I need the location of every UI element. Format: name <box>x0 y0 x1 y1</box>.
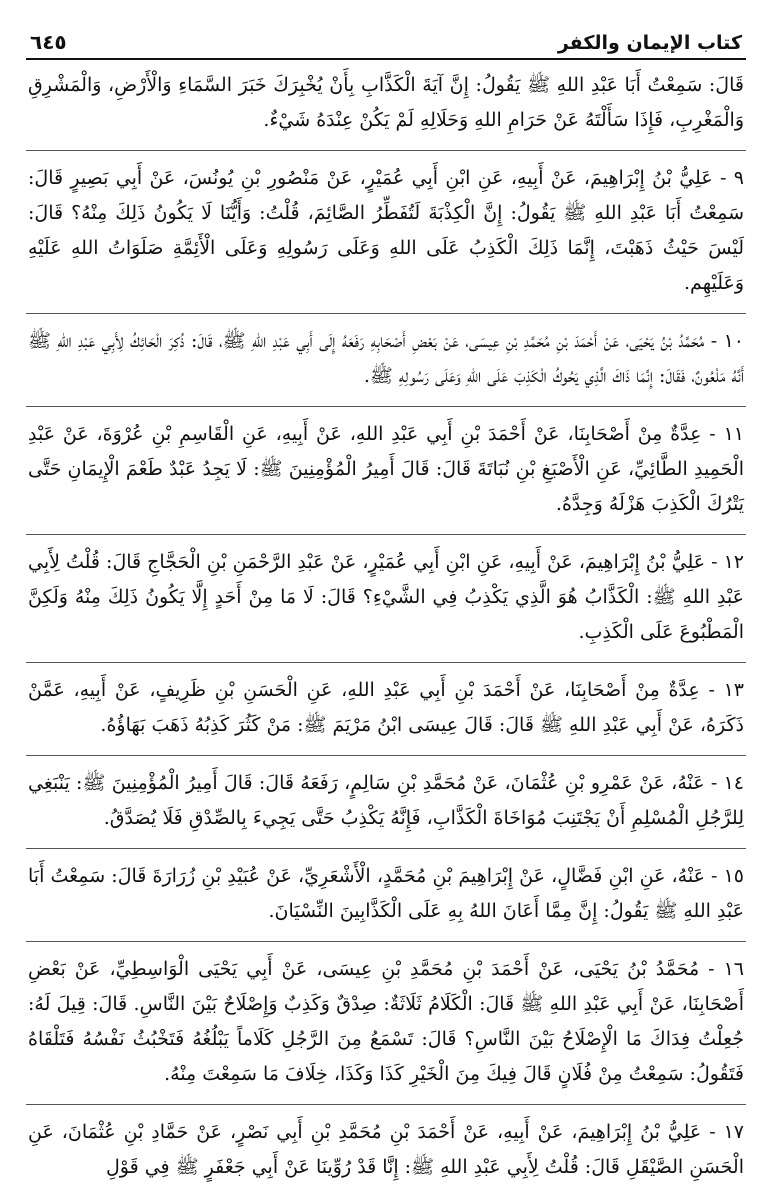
paragraph-continuation: قَالَ: سَمِعْتُ أَبَا عَبْدِ اللهِ ﷺ يَقُولُ: إِنَّ آيَةَ الْكَذَّابِ بِأَنْ يُخْبِرَكَ خَبَرَ السَّمَاءِ وَالْأَرْضِ، وَالْمَشْرِقِ وَالْمَغْرِبِ، فَإِذَا سَأَلْتَهُ عَنْ حَرَامِ اللهِ وَحَلَالِهِ لَمْ يَكُنْ عِنْدَهُ شَيْءٌ. <box>26 68 746 151</box>
hadith-15: ١٥ - عَنْهُ، عَنِ ابْنِ فَضَّالٍ، عَنْ إِبْرَاهِيمَ بْنِ مُحَمَّدٍ، الْأَشْعَرِيِّ، عَنْ عُبَيْدِ بْنِ زُرَارَةَ قَالَ: سَمِعْتُ أَبَا عَبْدِ اللهِ ﷺ يَقُولُ: إِنَّ مِمَّا أَعَانَ اللهُ بِهِ عَلَى الْكَذَّابِينَ النِّسْيَانَ. <box>26 859 746 942</box>
hadith-16: ١٦ - مُحَمَّدُ بْنُ يَحْيَى، عَنْ أَحْمَدَ بْنِ مُحَمَّدِ بْنِ عِيسَى، عَنْ أَبِي يَحْيَى الْوَاسِطِيِّ، عَنْ بَعْضِ أَصْحَابِنَا، عَنْ أَبِي عَبْدِ اللهِ ﷺ قَالَ: الْكَلَامُ ثَلَاثَةٌ: صِدْقٌ وَكَذِبٌ وَإِصْلَاحٌ بَيْنَ النَّاسِ. قَالَ: قِيلَ لَهُ: جُعِلْتُ فِدَاكَ مَا الْإِصْلَاحُ بَيْنَ النَّاسِ؟ قَالَ: تَسْمَعُ مِنَ الرَّجُلِ كَلَاماً يَبْلُغُهُ فَتَخْبُثُ نَفْسُهُ فَتَلْقَاهُ فَتَقُولُ: سَمِعْتُ مِنْ فُلَانٍ قَالَ فِيكَ مِنَ الْخَيْرِ كَذَا وَكَذَا، خِلَافَ مَا سَمِعْتَ مِنْهُ. <box>26 952 746 1105</box>
hadith-text <box>26 60 746 1197</box>
hadith-13: ١٣ - عِدَّةٌ مِنْ أَصْحَابِنَا، عَنْ أَحْمَدَ بْنِ أَبِي عَبْدِ اللهِ، عَنِ الْحَسَنِ بْنِ ظَرِيفٍ، عَنْ أَبِيهِ، عَمَّنْ ذَكَرَهُ، عَنْ أَبِي عَبْدِ اللهِ ﷺ قَالَ: قَالَ عِيسَى ابْنُ مَرْيَمَ ﷺ: مَنْ كَثُرَ كَذِبُهُ ذَهَبَ بَهَاؤُهُ. <box>26 673 746 756</box>
page-header <box>26 18 746 60</box>
hadith-12: ١٢ - عَلِيُّ بْنُ إِبْرَاهِيمَ، عَنْ أَبِيهِ، عَنِ ابْنِ أَبِي عُمَيْرٍ، عَنْ عَبْدِ الرَّحْمَنِ بْنِ الْحَجَّاجِ قَالَ: قُلْتُ لِأَبِي عَبْدِ اللهِ ﷺ: الْكَذَّابُ هُوَ الَّذِي يَكْذِبُ فِي الشَّيْءِ؟ قَالَ: لَا مَا مِنْ أَحَدٍ إِلَّا يَكُونُ ذَلِكَ مِنْهُ وَلَكِنَّ الْمَطْبُوعَ عَلَى الْكَذِبِ. <box>26 545 746 663</box>
book-title: كتاب الإيمان والكفر <box>557 32 742 54</box>
page-number: ٦٤٥ <box>30 30 67 54</box>
hadith-14: ١٤ - عَنْهُ، عَنْ عَمْرِو بْنِ عُثْمَانَ، عَنْ مُحَمَّدِ بْنِ سَالِمٍ، رَفَعَهُ قَالَ: قَالَ أَمِيرُ الْمُؤْمِنِينَ ﷺ: يَنْبَغِي لِلرَّجُلِ الْمُسْلِمِ أَنْ يَجْتَنِبَ مُوَاخَاةَ الْكَذَّابِ، فَإِنَّهُ يَكْذِبُ حَتَّى يَجِيءَ بِالصِّدْقِ فَلَا يُصَدَّقُ. <box>26 766 746 849</box>
hadith-17: ١٧ - عَلِيُّ بْنُ إِبْرَاهِيمَ، عَنْ أَبِيهِ، عَنْ أَحْمَدَ بْنِ مُحَمَّدِ بْنِ أَبِي نَصْرٍ، عَنْ حَمَّادِ بْنِ عُثْمَانَ، عَنِ الْحَسَنِ الصَّيْقَلِ قَالَ: قُلْتُ لِأَبِي عَبْدِ اللهِ ﷺ: إِنَّا قَدْ رُوِّينَا عَنْ أَبِي جَعْفَرٍ ﷺ فِي قَوْلِ <box>28 1121 744 1178</box>
hadith-10: ١٠ - مُحَمَّدُ بْنُ يَحْيَى، عَنْ أَحْمَدَ بْنِ مُحَمَّدِ بْنِ عِيسَى، عَنْ بَعْضِ أَصْحَابِهِ رَفَعَهُ إِلَى أَبِي عَبْدِ اللهِ ﷺ، قَالَ: ذُكِرَ الْحَائِكُ لِأَبِي عَبْدِ اللهِ ﷺ أَنَّهُ مَلْعُونٌ، فَقَالَ: إِنَّمَا ذَاكَ الَّذِي يَحُوكُ الْكَذِبَ عَلَى اللهِ وَعَلَى رَسُولِهِ ﷺ. <box>26 324 746 407</box>
hadith-11: ١١ - عِدَّةٌ مِنْ أَصْحَابِنَا، عَنْ أَحْمَدَ بْنِ أَبِي عَبْدِ اللهِ، عَنْ أَبِيهِ، عَنِ الْقَاسِمِ بْنِ عُرْوَةَ، عَنْ عَبْدِ الْحَمِيدِ الطَّائِيِّ، عَنِ الْأَصْبَغِ بْنِ نُبَاتَةَ قَالَ: قَالَ أَمِيرُ الْمُؤْمِنِينَ ﷺ: لَا يَجِدُ عَبْدٌ طَعْمَ الْإِيمَانِ حَتَّى يَتْرُكَ الْكَذِبَ هَزْلَهُ وَجِدَّهُ. <box>26 417 746 535</box>
hadith-9: ٩ - عَلِيُّ بْنُ إِبْرَاهِيمَ، عَنْ أَبِيهِ، عَنِ ابْنِ أَبِي عُمَيْرٍ، عَنْ مَنْصُورِ بْنِ يُونُسَ، عَنْ أَبِي بَصِيرٍ قَالَ: سَمِعْتُ أَبَا عَبْدِ اللهِ ﷺ يَقُولُ: إِنَّ الْكِذْبَةَ لَتُفَطِّرُ الصَّائِمَ، قُلْتُ: وَأَيُّنَا لَا يَكُونُ ذَلِكَ مِنْهُ؟ قَالَ: لَيْسَ حَيْثُ ذَهَبْتَ، إِنَّمَا ذَلِكَ الْكَذِبُ عَلَى اللهِ وَعَلَى رَسُولِهِ وَعَلَى الْأَئِمَّةِ صَلَوَاتُ اللهِ عَلَيْهِ وَعَلَيْهِم. <box>26 161 746 314</box>
